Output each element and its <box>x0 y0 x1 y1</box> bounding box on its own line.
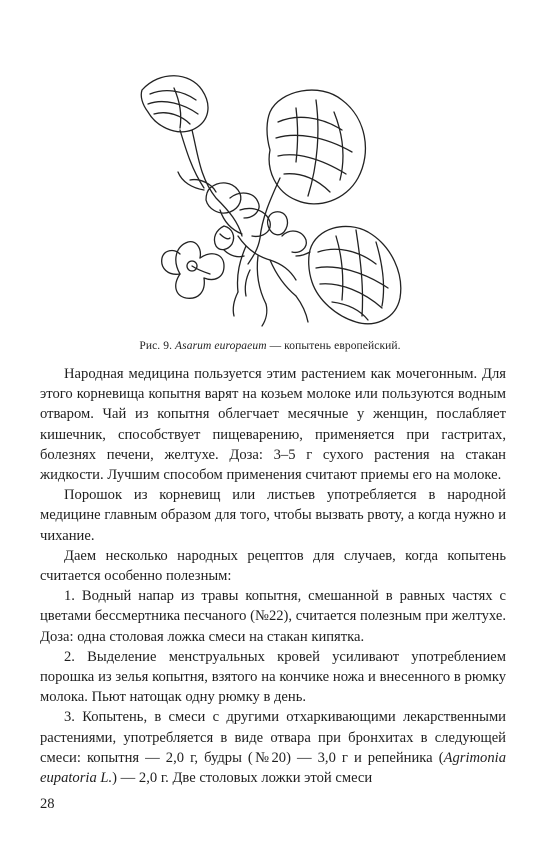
caption-suffix: — копытень европейский. <box>269 340 401 352</box>
recipe-item-2: 2. Выделение менструальных кровей усиливают употреблением порошка из зелья копытня, взятого на кончике ножа и внесенного в рюмку молока. Пьют натощак одну рюмку в день. <box>40 648 506 706</box>
body-text <box>40 364 506 788</box>
paragraph: Народная медицина пользуется этим растением как мочегонным. Для этого корневища копытня варят на козьем молоке или пользуются водным отваром. Чай из копытня облегчает месячные у женщин, послабляет кишечник, способствует пищеварению, применяется при гастритах, болезнях печени, желтухе. Доза: 3–5 г сухого растения на стакан жидкости. Лучшим способом применения считают приемы его на молоке. <box>40 366 506 484</box>
figure-caption <box>0 340 540 352</box>
recipe-item-1: 1. Водный напар из травы копытня, смешанной в равных частях с цветами бессмертника песчаного (№22), считается полезным при желтухе. Доза: одна столовая ложка смеси на стакан кипятка. <box>40 588 506 645</box>
recipe-item-3: 3. Копытень, в смеси с другими отхаркивающими лекарственными растениями, употребляется в виде отвара при бронхитах в следующей смеси: копытня — 2,0 г, будры (№20) — 3,0 г и репейника (Agrimonia eupatoria L.) — 2,0 г. Две столовых ложки этой смеси <box>40 709 506 787</box>
caption-latin-name: Asarum europaeum <box>175 340 267 352</box>
paragraph: Порошок из корневищ или листьев употребляется в народной медицине главным образом для того, чтобы вызвать рвоту, а когда нужно и чихание. <box>40 487 506 544</box>
paragraph: Даем несколько народных рецептов для случаев, когда копытень считается особенно полезным: <box>40 547 506 585</box>
asarum-illustration <box>120 60 420 330</box>
latin-plant-name: Agrimonia eupatoria L. <box>40 749 506 787</box>
caption-prefix: Рис. 9. <box>139 340 173 352</box>
page-number: 28 <box>40 796 55 812</box>
